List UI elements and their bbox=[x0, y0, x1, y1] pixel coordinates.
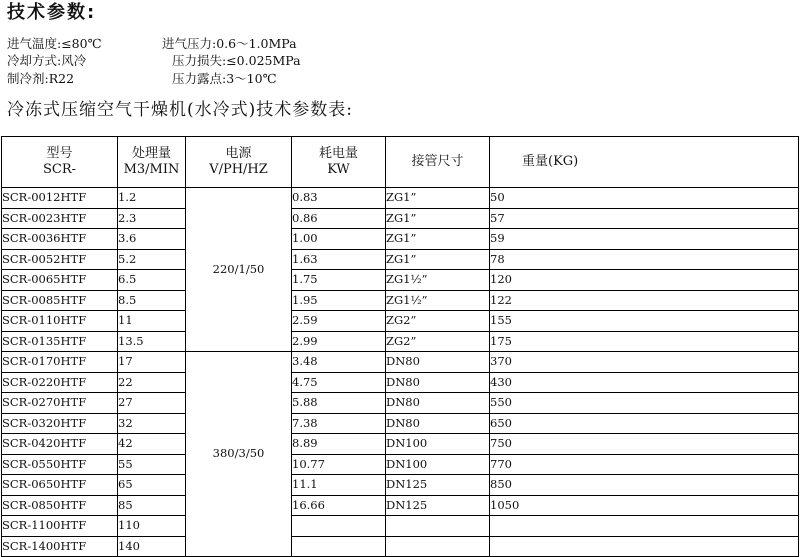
cell-flow: 85 bbox=[118, 495, 186, 516]
cell-flow: 13.5 bbox=[118, 331, 186, 352]
cell-pipe: DN80 bbox=[386, 413, 490, 434]
table-row bbox=[2, 188, 799, 209]
cell-weight: 550 bbox=[490, 393, 799, 414]
cell-weight: 120 bbox=[490, 270, 799, 291]
cell-kw: 3.48 bbox=[292, 352, 386, 373]
table-row bbox=[2, 229, 799, 250]
table-row bbox=[2, 516, 799, 537]
cell-flow: 11 bbox=[118, 311, 186, 332]
cell-kw bbox=[292, 536, 386, 557]
cell-weight bbox=[490, 516, 799, 537]
cell-model: SCR-0052HTF bbox=[2, 249, 118, 270]
table-header-row bbox=[2, 137, 799, 188]
cell-model: SCR-0012HTF bbox=[2, 188, 118, 209]
table-row bbox=[2, 208, 799, 229]
cell-pipe: DN125 bbox=[386, 475, 490, 496]
cell-weight: 370 bbox=[490, 352, 799, 373]
table-row bbox=[2, 249, 799, 270]
cell-weight: 430 bbox=[490, 372, 799, 393]
cell-weight: 57 bbox=[490, 208, 799, 229]
table-row bbox=[2, 270, 799, 291]
header-flow bbox=[118, 137, 186, 188]
cell-flow: 6.5 bbox=[118, 270, 186, 291]
cell-flow: 55 bbox=[118, 454, 186, 475]
cell-pipe: ZG1” bbox=[386, 229, 490, 250]
param-pressure-loss: 压力损失:≤0.025MPa bbox=[172, 53, 301, 68]
cell-pipe: DN80 bbox=[386, 393, 490, 414]
cell-pipe bbox=[386, 536, 490, 557]
cell-weight: 59 bbox=[490, 229, 799, 250]
header-model bbox=[2, 137, 118, 188]
table-row bbox=[2, 331, 799, 352]
cell-pipe: DN80 bbox=[386, 372, 490, 393]
cell-kw bbox=[292, 516, 386, 537]
cell-flow: 27 bbox=[118, 393, 186, 414]
cell-weight: 50 bbox=[490, 188, 799, 209]
cell-kw: 0.83 bbox=[292, 188, 386, 209]
cell-weight: 850 bbox=[490, 475, 799, 496]
cell-pipe: ZG1” bbox=[386, 188, 490, 209]
cell-weight: 750 bbox=[490, 434, 799, 455]
cell-model: SCR-0220HTF bbox=[2, 372, 118, 393]
table-row bbox=[2, 413, 799, 434]
table-row bbox=[2, 393, 799, 414]
cell-kw: 4.75 bbox=[292, 372, 386, 393]
header-power-line1: 电源 bbox=[225, 146, 252, 161]
header-flow-line1: 处理量 bbox=[131, 146, 171, 161]
cell-flow: 3.6 bbox=[118, 229, 186, 250]
cell-kw: 7.38 bbox=[292, 413, 386, 434]
cell-pipe: ZG1” bbox=[386, 208, 490, 229]
header-flow-line2: M3/MIN bbox=[123, 162, 180, 177]
cell-flow: 5.2 bbox=[118, 249, 186, 270]
cell-kw: 2.59 bbox=[292, 311, 386, 332]
header-power-line2: V/PH/HZ bbox=[209, 162, 268, 177]
cell-kw: 16.66 bbox=[292, 495, 386, 516]
header-kw-line2: KW bbox=[327, 162, 350, 177]
cell-flow: 1.2 bbox=[118, 188, 186, 209]
cell-pipe: ZG1½” bbox=[386, 290, 490, 311]
header-kw-line1: 耗电量 bbox=[318, 146, 358, 161]
header-model-line2: SCR- bbox=[42, 162, 77, 177]
table-row bbox=[2, 372, 799, 393]
cell-flow: 140 bbox=[118, 536, 186, 557]
cell-weight bbox=[490, 536, 799, 557]
cell-model: SCR-1100HTF bbox=[2, 516, 118, 537]
cell-weight: 1050 bbox=[490, 495, 799, 516]
cell-flow: 65 bbox=[118, 475, 186, 496]
header-weight bbox=[490, 137, 799, 188]
header-model-line1: 型号 bbox=[46, 146, 73, 161]
cell-power: 380/3/50 bbox=[186, 352, 292, 557]
header-weight-line1: 重量(KG) bbox=[522, 154, 579, 169]
table-row bbox=[2, 495, 799, 516]
cell-pipe: ZG1½” bbox=[386, 270, 490, 291]
table-row bbox=[2, 475, 799, 496]
cell-kw: 1.00 bbox=[292, 229, 386, 250]
cell-pipe: DN100 bbox=[386, 434, 490, 455]
cell-pipe: ZG1” bbox=[386, 249, 490, 270]
cell-kw: 1.95 bbox=[292, 290, 386, 311]
cell-weight: 650 bbox=[490, 413, 799, 434]
param-inlet-temp: 进气温度:≤80℃ bbox=[7, 36, 102, 51]
cell-flow: 32 bbox=[118, 413, 186, 434]
param-dew-point: 压力露点:3～10℃ bbox=[172, 71, 277, 86]
cell-pipe: DN80 bbox=[386, 352, 490, 373]
cell-model: SCR-0036HTF bbox=[2, 229, 118, 250]
cell-model: SCR-0023HTF bbox=[2, 208, 118, 229]
table-row bbox=[2, 434, 799, 455]
cell-model: SCR-0320HTF bbox=[2, 413, 118, 434]
table-row bbox=[2, 290, 799, 311]
cell-kw: 11.1 bbox=[292, 475, 386, 496]
cell-flow: 8.5 bbox=[118, 290, 186, 311]
cell-kw: 1.63 bbox=[292, 249, 386, 270]
cell-model: SCR-0170HTF bbox=[2, 352, 118, 373]
cell-model: SCR-0270HTF bbox=[2, 393, 118, 414]
cell-model: SCR-0550HTF bbox=[2, 454, 118, 475]
cell-model: SCR-0085HTF bbox=[2, 290, 118, 311]
cell-kw: 1.75 bbox=[292, 270, 386, 291]
cell-pipe: DN100 bbox=[386, 454, 490, 475]
cell-pipe: DN125 bbox=[386, 495, 490, 516]
cell-flow: 110 bbox=[118, 516, 186, 537]
cell-weight: 175 bbox=[490, 331, 799, 352]
cell-pipe: ZG2” bbox=[386, 331, 490, 352]
cell-model: SCR-0650HTF bbox=[2, 475, 118, 496]
cell-flow: 22 bbox=[118, 372, 186, 393]
cell-flow: 2.3 bbox=[118, 208, 186, 229]
cell-model: SCR-0065HTF bbox=[2, 270, 118, 291]
cell-pipe bbox=[386, 516, 490, 537]
header-pipe-line1: 接管尺寸 bbox=[411, 154, 464, 169]
cell-kw: 0.86 bbox=[292, 208, 386, 229]
cell-weight: 155 bbox=[490, 311, 799, 332]
header-power bbox=[186, 137, 292, 188]
cell-model: SCR-0135HTF bbox=[2, 331, 118, 352]
cell-model: SCR-0420HTF bbox=[2, 434, 118, 455]
cell-model: SCR-0850HTF bbox=[2, 495, 118, 516]
cell-kw: 5.88 bbox=[292, 393, 386, 414]
cell-weight: 122 bbox=[490, 290, 799, 311]
spec-table bbox=[1, 136, 799, 557]
param-refrigerant: 制冷剂:R22 bbox=[7, 71, 75, 86]
param-cooling-method: 冷却方式:风冷 bbox=[7, 53, 87, 68]
cell-kw: 10.77 bbox=[292, 454, 386, 475]
table-row bbox=[2, 454, 799, 475]
header-kw bbox=[292, 137, 386, 188]
cell-pipe: ZG2” bbox=[386, 311, 490, 332]
cell-weight: 78 bbox=[490, 249, 799, 270]
table-row bbox=[2, 536, 799, 557]
cell-kw: 8.89 bbox=[292, 434, 386, 455]
param-inlet-pressure: 进气压力:0.6～1.0MPa bbox=[162, 36, 297, 51]
table-row bbox=[2, 352, 799, 373]
cell-flow: 42 bbox=[118, 434, 186, 455]
cell-model: SCR-0110HTF bbox=[2, 311, 118, 332]
cell-flow: 17 bbox=[118, 352, 186, 373]
cell-power: 220/1/50 bbox=[186, 188, 292, 352]
cell-weight: 770 bbox=[490, 454, 799, 475]
table-row bbox=[2, 311, 799, 332]
table-title: 冷冻式压缩空气干燥机(水冷式)技术参数表: bbox=[7, 100, 353, 120]
cell-model: SCR-1400HTF bbox=[2, 536, 118, 557]
page-heading: 技术参数: bbox=[7, 2, 97, 23]
header-pipe bbox=[386, 137, 490, 188]
cell-kw: 2.99 bbox=[292, 331, 386, 352]
